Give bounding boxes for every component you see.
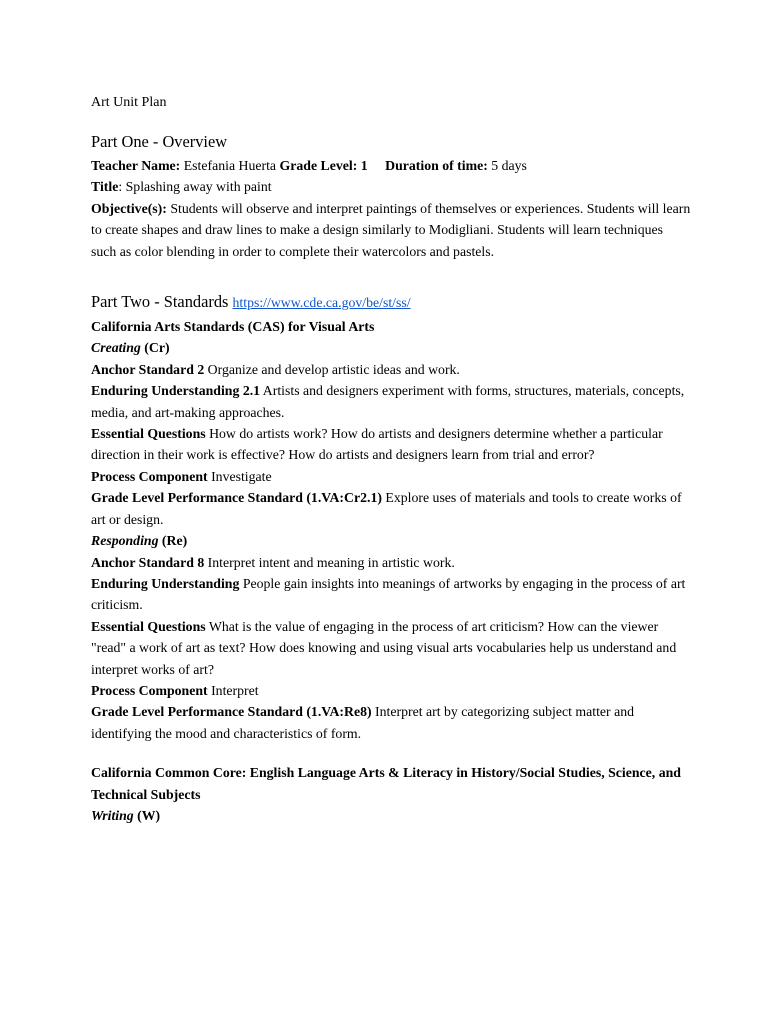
responding-process-component	[91, 680, 691, 701]
creating-abbr: (Cr)	[140, 340, 170, 356]
creating-eq-label: Essential Questions	[91, 426, 206, 442]
teacher-name-value: Estefania Huerta	[183, 158, 277, 173]
objectives-label: Objective(s):	[91, 200, 167, 216]
creating-pc-label: Process Component	[91, 468, 208, 484]
responding-glps-label: Grade Level Performance Standard (1.VA:Re8)	[91, 704, 372, 720]
responding-pc-text: Interpret	[207, 682, 259, 698]
responding-name: Responding	[91, 533, 159, 549]
title-label: Title	[91, 179, 119, 195]
teacher-name-label: Teacher Name:	[91, 158, 181, 173]
title-line	[91, 176, 691, 197]
grade-level-label: Grade Level:	[279, 158, 358, 173]
duration-label: Duration of time:	[385, 158, 488, 173]
responding-pc-label: Process Component	[91, 682, 208, 698]
creating-pc-text: Investigate	[207, 468, 272, 484]
responding-eq-text: What is the value of engaging in the process of art criticism? How can the viewer "read" a work of art as text? How does knowing and using visual arts vocabularies help us understand and interpret works of art?	[91, 618, 677, 677]
responding-eu-text: People gain insights into meanings of artworks by engaging in the process of art criticism.	[91, 575, 686, 613]
creating-eq-text: How do artists work? How do artists and designers determine whether a particular direction in their work is effective? How do artists and designers learn from trial and error?	[91, 426, 663, 463]
objectives-paragraph	[91, 198, 691, 262]
responding-essential-questions	[91, 616, 691, 680]
creating-name: Creating	[91, 340, 141, 356]
grade-level-value: 1	[360, 158, 368, 173]
responding-eq-label: Essential Questions	[91, 618, 206, 634]
creating-anchor-standard	[91, 359, 691, 380]
part-one-heading: Part One - Overview	[91, 132, 228, 151]
title-value: : Splashing away with paint	[118, 179, 272, 195]
creating-essential-questions	[91, 423, 691, 466]
responding-heading	[91, 530, 691, 551]
creating-anchor-label: Anchor Standard 2	[91, 361, 205, 377]
ccss-heading	[91, 762, 691, 805]
teacher-info-line	[91, 155, 691, 176]
responding-anchor-standard	[91, 552, 691, 573]
part-two-heading	[91, 289, 691, 316]
cas-heading-text: California Arts Standards (CAS) for Visual Arts	[91, 319, 375, 335]
responding-glps-text: Interpret art by categorizing subject matter and identifying the mood and characteristics of form.	[91, 704, 635, 741]
writing-name: Writing	[91, 807, 134, 823]
creating-eu-text: Artists and designers experiment with forms, structures, materials, concepts, media, and art-making approaches.	[91, 383, 685, 420]
writing-abbr: (W)	[133, 807, 161, 823]
cas-heading	[91, 316, 691, 337]
creating-enduring-understanding	[91, 380, 691, 423]
document-title: Art Unit Plan	[91, 95, 167, 110]
responding-anchor-text: Interpret intent and meaning in artistic work.	[204, 554, 455, 570]
part-two-heading-text: Part Two - Standards	[91, 292, 229, 312]
document-page	[91, 88, 691, 826]
responding-eu-label: Enduring Understanding	[91, 575, 240, 591]
standards-link[interactable]: https://www.cde.ca.gov/be/st/ss/	[232, 295, 411, 311]
responding-anchor-label: Anchor Standard 8	[91, 554, 205, 570]
writing-heading	[91, 805, 691, 826]
creating-heading	[91, 337, 691, 358]
responding-abbr: (Re)	[158, 533, 188, 549]
duration-value: 5 days	[491, 158, 527, 173]
creating-glps-label: Grade Level Performance Standard (1.VA:Cr2.1)	[91, 490, 382, 506]
responding-performance-standard	[91, 701, 691, 744]
creating-eu-label: Enduring Understanding 2.1	[91, 383, 261, 399]
creating-anchor-text: Organize and develop artistic ideas and work.	[204, 361, 460, 377]
responding-enduring-understanding	[91, 573, 691, 616]
creating-performance-standard	[91, 487, 691, 530]
ccss-heading-text: California Common Core: English Language Arts & Literacy in History/Social Studies, Science, and Technical Subjects	[91, 765, 681, 802]
creating-glps-text: Explore uses of materials and tools to create works of art or design.	[91, 490, 682, 527]
creating-process-component	[91, 466, 691, 487]
objectives-text: Students will observe and interpret paintings of themselves or experiences. Students will learn to create shapes and draw lines to make a design similarly to Modigliani. Students will learn techniques such as color blending in order to complete their watercolors and pastels.	[91, 200, 691, 259]
